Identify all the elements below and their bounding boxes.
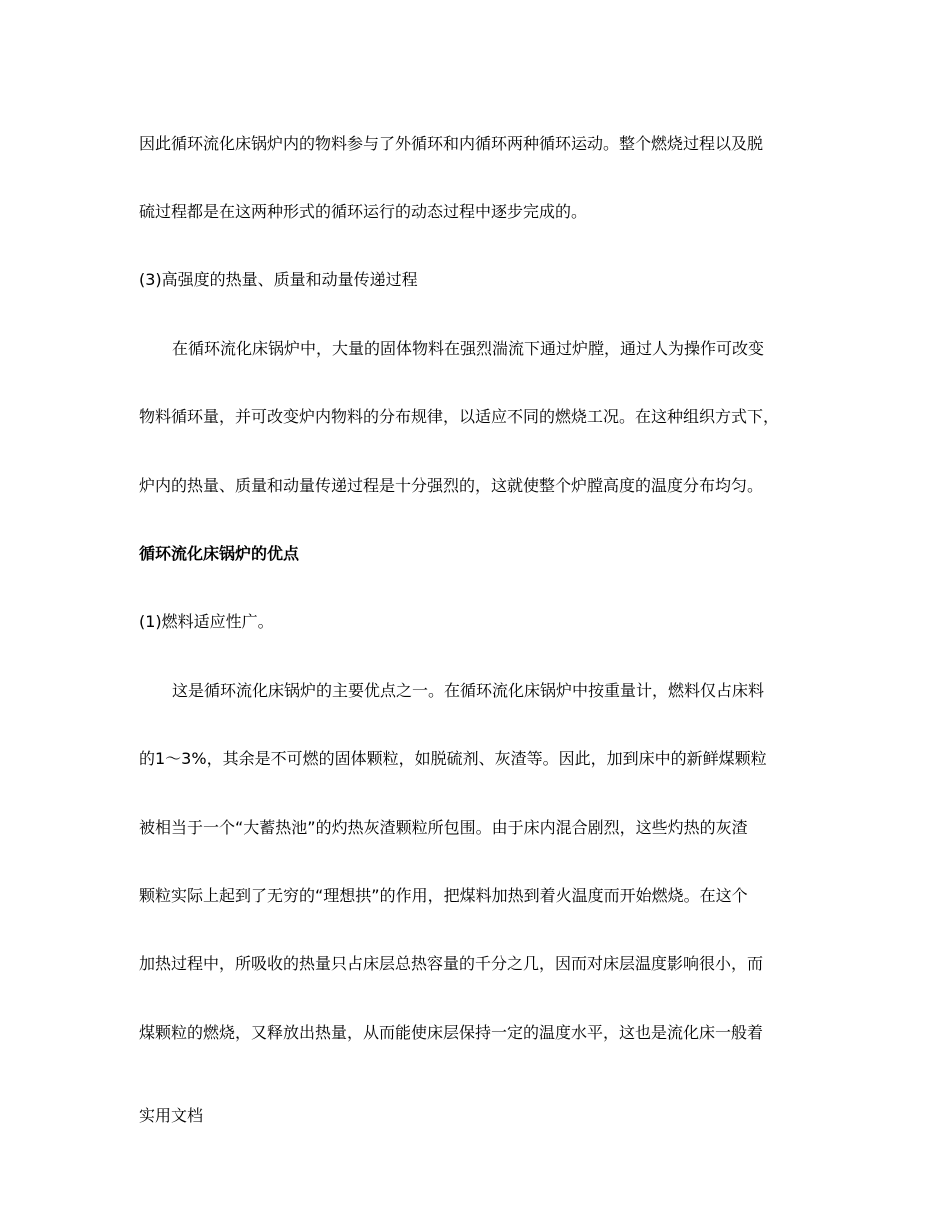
body-text-line: 加热过程中，所吸收的热量只占床层总热容量的千分之几，因而对床层温度影响很小，而 [139, 954, 764, 973]
body-text-line: 硫过程都是在这两种形式的循环运行的动态过程中逐步完成的。 [139, 202, 588, 221]
body-text-line: 这是循环流化床锅炉的主要优点之一。在循环流化床锅炉中按重量计，燃料仅占床料 [172, 681, 765, 700]
subheading: (1)燃料适应性广。 [139, 612, 274, 631]
body-text-line: 在循环流化床锅炉中，大量的固体物料在强烈湍流下通过炉膛，通过人为操作可改变 [172, 339, 765, 358]
body-text-line: 煤颗粒的燃烧，又释放出热量，从而能使床层保持一定的温度水平，这也是流化床一般着 [139, 1023, 764, 1042]
body-text-line: 物料循环量，并可改变炉内物料的分布规律，以适应不同的燃烧工况。在这种组织方式下， [139, 407, 780, 426]
body-text-line: 因此循环流化床锅炉内的物料参与了外循环和内循环两种循环运动。整个燃烧过程以及脱 [139, 134, 764, 153]
body-text-line: 颗粒实际上起到了无穷的“理想拱”的作用，把煤料加热到着火温度而开始燃烧。在这个 [139, 886, 748, 905]
body-text-line: 被相当于一个“大蓄热池”的灼热灰渣颗粒所包围。由于床内混合剧烈，这些灼热的灰渣 [139, 818, 748, 837]
page-footer: 实用文档 [139, 1106, 204, 1125]
subheading: (3)高强度的热量、质量和动量传递过程 [139, 270, 418, 289]
body-text-line: 炉内的热量、质量和动量传递过程是十分强烈的，这就使整个炉膛高度的温度分布均匀。 [139, 476, 764, 495]
body-text-line: 的1～3%，其余是不可燃的固体颗粒，如脱硫剂、灰渣等。因此，加到床中的新鲜煤颗粒 [139, 749, 767, 768]
section-title: 循环流化床锅炉的优点 [139, 544, 300, 563]
